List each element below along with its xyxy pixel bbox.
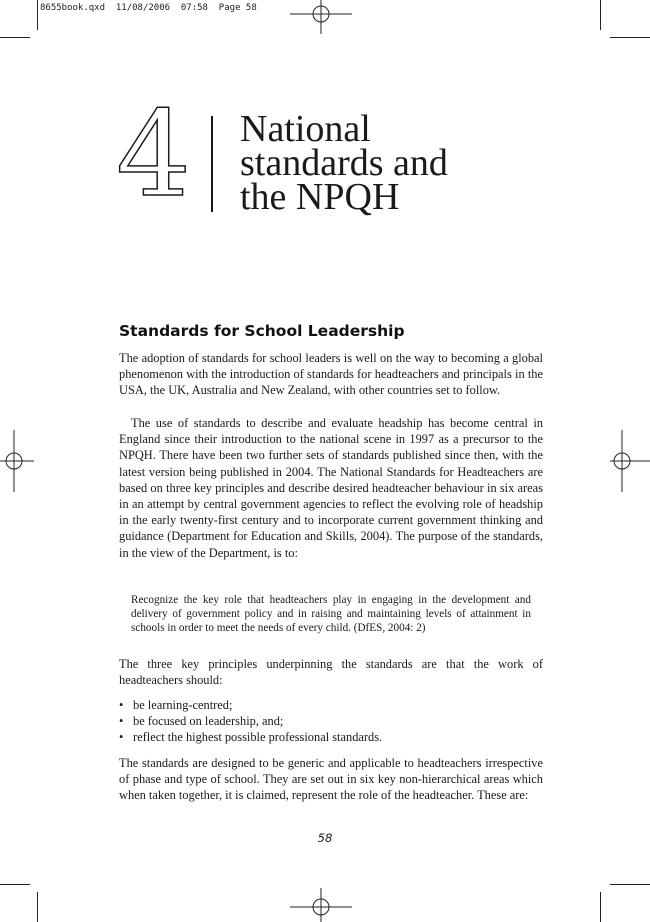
- registration-mark-bottom: [290, 888, 352, 922]
- print-slug: 8655book.qxd 11/08/2006 07:58 Page 58: [40, 3, 257, 13]
- page-number: 58: [317, 831, 333, 845]
- registration-mark-left: [0, 430, 34, 492]
- chapter-title-line: the NPQH: [240, 176, 400, 218]
- chapter-title-line: National: [240, 108, 371, 150]
- chapter-title: [240, 108, 448, 218]
- block-quote: Recognize the key role that headteachers play in engaging in the development and delivery of government policy and in raising and maintaining levels of attainment in schools in order to meet the needs of every child. (DfES, 2004: 2): [131, 594, 531, 634]
- chapter-number: 4: [116, 85, 192, 223]
- principles-intro: The three key principles underpinning the standards are that the work of headteachers should:: [119, 657, 543, 688]
- chapter-divider-rule: [211, 116, 213, 212]
- section-heading: Standards for School Leadership: [119, 322, 405, 340]
- closing-paragraph: The standards are designed to be generic and applicable to headteachers irrespective of phase and type of school. They are set out in six key non-hierarchical areas which when taken together, it is claimed, represent the role of the headteacher. These are:: [119, 756, 543, 803]
- list-item: • be focused on leadership, and;: [119, 713, 543, 729]
- crop-mark: [600, 0, 601, 30]
- registration-mark-top: [290, 0, 352, 34]
- paragraph: [119, 350, 543, 399]
- principles-list: [119, 697, 543, 746]
- paragraph: [119, 415, 543, 561]
- crop-mark: [600, 892, 601, 922]
- crop-mark: [0, 37, 30, 38]
- paragraph: [119, 656, 543, 688]
- list-item: • be learning-centred;: [119, 697, 543, 713]
- chapter-title-line: standards and: [240, 142, 448, 184]
- paragraph: [119, 755, 543, 804]
- crop-mark: [0, 884, 30, 885]
- registration-mark-right: [610, 430, 650, 492]
- paragraph-text: The adoption of standards for school leaders is well on the way to becoming a global phenomenon with the introduction of standards for headteachers and principals in the USA, the UK, Australia and New Zealand, with other countries set to follow.: [119, 351, 543, 398]
- paragraph-text: The use of standards to describe and evaluate headship has become central in England since their introduction to the national scene in 1997 as a precursor to the NPQH. There have been two further sets of standards published since then, with the latest version being published in 2004. The National Standards for Headteachers are based on three key principles and describe desired headteacher behaviour in six areas in an attempt by central government agencies to reflect the evolving role of headship in the early twenty-first century and to incorporate current government thinking and guidance (Department for Education and Skills, 2004). The purpose of the standards, in the view of the Department, is to:: [119, 416, 543, 560]
- crop-mark: [37, 0, 38, 30]
- crop-mark: [610, 884, 650, 885]
- list-item: • reflect the highest possible professional standards.: [119, 729, 543, 745]
- crop-mark: [37, 892, 38, 922]
- crop-mark: [610, 37, 650, 38]
